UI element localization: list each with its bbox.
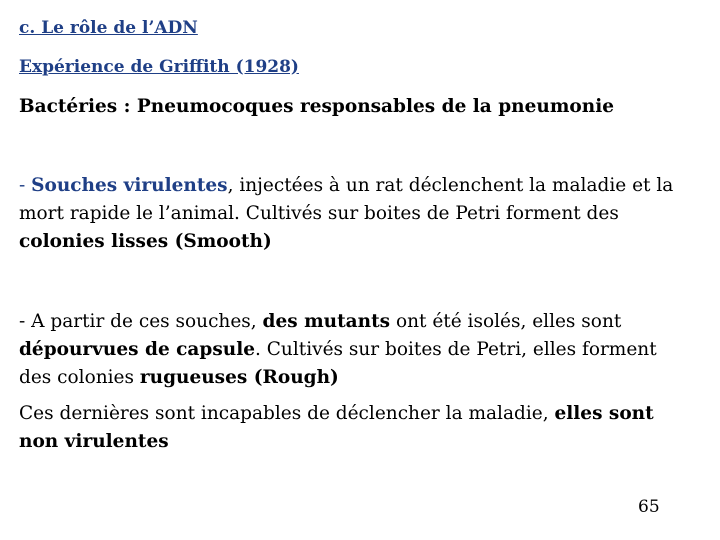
- p1-dash: -: [19, 175, 32, 196]
- p3-bold1: elles sont: [554, 403, 654, 424]
- p2-text1: - A partir de ces souches,: [19, 311, 263, 332]
- experiment-title: Expérience de Griffith (1928): [19, 57, 299, 77]
- paragraph-conclusion: [19, 400, 709, 456]
- p2-mutants: des mutants: [262, 311, 391, 332]
- p2-no-capsule: dépourvues de capsule: [19, 339, 256, 360]
- p2-line2: [19, 336, 709, 364]
- p2-rough: rugueuses (Rough): [139, 367, 339, 388]
- p1-smooth-colonies: colonies lisses (Smooth): [19, 231, 272, 252]
- p2-text3: . Cultivés sur boites de Petri, elles forment: [255, 339, 657, 360]
- section-title: c. Le rôle de l’ADN: [19, 18, 198, 38]
- p3-text1: Ces dernières sont incapables de déclencher la maladie,: [19, 403, 555, 424]
- p2-text2: ont été isolés, elles sont: [390, 311, 622, 332]
- p2-text4: des colonies: [19, 367, 140, 388]
- p1-text1: , injectées à un rat déclenchent la maladie et la: [227, 175, 674, 196]
- p1-line1: [19, 172, 709, 200]
- page-number: 65: [638, 497, 660, 517]
- bacteria-line: Bactéries : Pneumocoques responsables de la pneumonie: [19, 96, 615, 117]
- p2-line3: [19, 364, 709, 392]
- p3-line1: [19, 400, 709, 428]
- paragraph-mutants: [19, 308, 709, 392]
- p1-virulent-strains: Souches virulentes: [31, 175, 228, 196]
- p1-line2: mort rapide le l’animal. Cultivés sur boites de Petri forment des: [19, 203, 619, 224]
- p3-non-virulent: non virulentes: [19, 431, 169, 452]
- p2-line1: [19, 308, 709, 336]
- paragraph-virulent-strains: [19, 172, 709, 256]
